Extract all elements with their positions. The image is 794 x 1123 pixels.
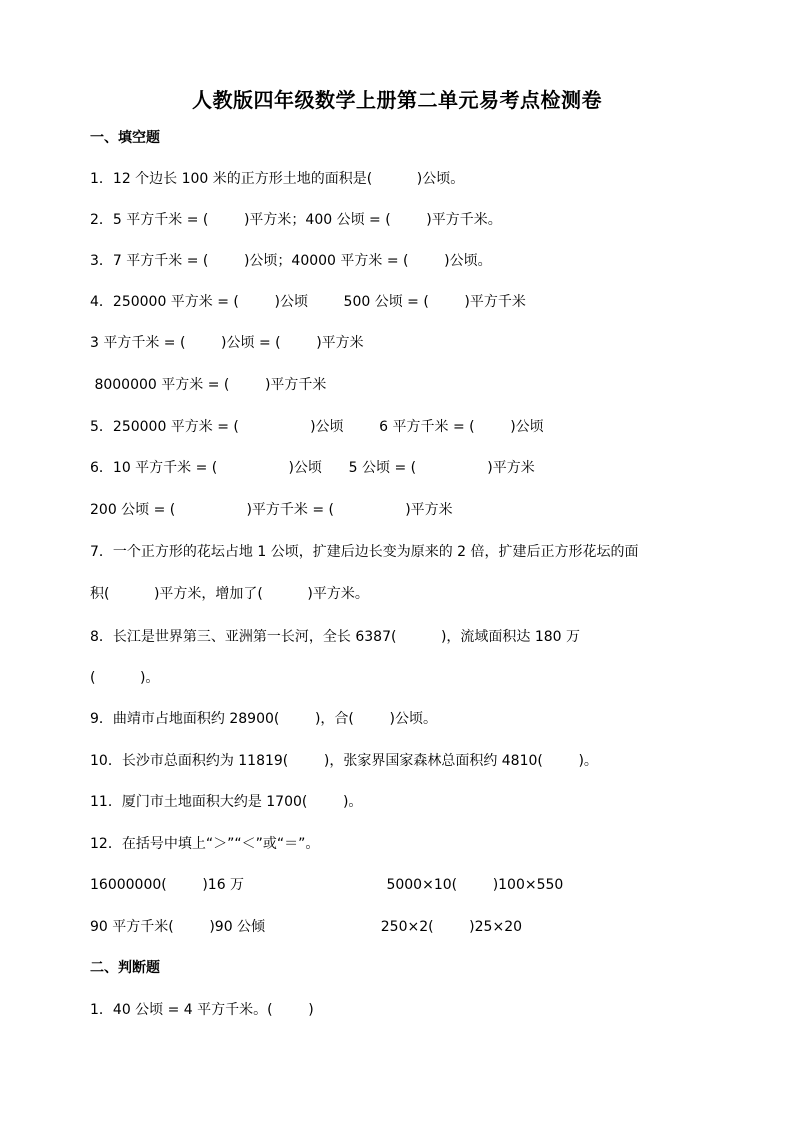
section-heading-true-false: 二、判断题 <box>90 960 160 976</box>
question-line: 12．在括号中填上“＞”“＜”或“＝”。 <box>90 836 320 852</box>
question-line: ( )。 <box>90 670 160 686</box>
question-line: 8．长江是世界第三、亚洲第一长河，全长 6387( )，流域面积达 180 万 <box>90 629 581 645</box>
question-line: 9．曲靖市占地面积约 28900( )，合( )公顷。 <box>90 711 437 727</box>
question-line: 10．长沙市总面积约为 11819( )，张家界国家森林总面积约 4810( )。 <box>90 753 598 769</box>
question-line: 5．250000 平方米 = ( )公顷 6 平方千米 = ( )公顷 <box>90 419 544 435</box>
question-line: 16000000( )16 万 5000×10( )100×550 <box>90 877 564 893</box>
question-line: 2．5 平方千米 = ( )平方米；400 公顷 = ( )平方千米。 <box>90 212 502 228</box>
question-line: 3．7 平方千米 = ( )公顷；40000 平方米 = ( )公顷。 <box>90 253 492 269</box>
question-line: 3 平方千米 = ( )公顷 = ( )平方米 <box>90 335 364 351</box>
question-line: 90 平方千米( )90 公倾 250×2( )25×20 <box>90 919 523 935</box>
question-line: 1．12 个边长 100 米的正方形土地的面积是( )公顷。 <box>90 171 465 187</box>
section-heading-fill-in: 一、填空题 <box>90 130 160 146</box>
document-title: 人教版四年级数学上册第二单元易考点检测卷 <box>192 88 602 112</box>
question-line: 7．一个正方形的花坛占地 1 公顷，扩建后边长变为原来的 2 倍，扩建后正方形花坛的面 <box>90 544 639 560</box>
question-line: 1．40 公顷 = 4 平方千米。( ) <box>90 1002 314 1018</box>
question-line: 4．250000 平方米 = ( )公顷 500 公顷 = ( )平方千米 <box>90 294 526 310</box>
question-line: 200 公顷 = ( )平方千米 = ( )平方米 <box>90 502 453 518</box>
question-line: 11．厦门市土地面积大约是 1700( )。 <box>90 794 363 810</box>
question-line: 6．10 平方千米 = ( )公顷 5 公顷 = ( )平方米 <box>90 460 535 476</box>
question-line: 8000000 平方米 = ( )平方千米 <box>90 377 327 393</box>
question-line: 积( )平方米，增加了( )平方米。 <box>90 586 369 602</box>
